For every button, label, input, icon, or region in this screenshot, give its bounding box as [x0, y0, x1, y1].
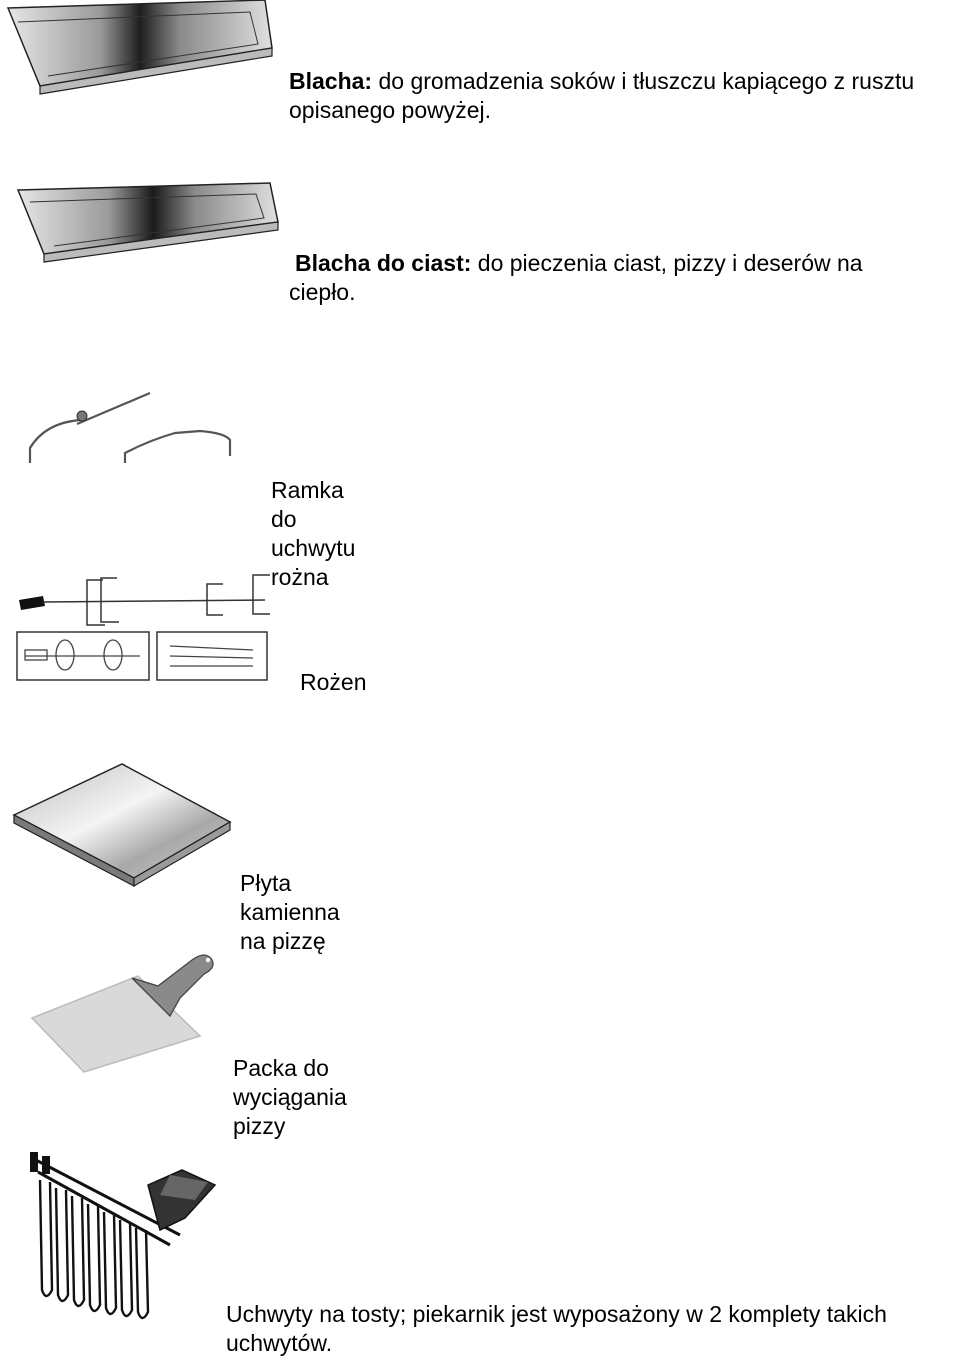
pizza-stone-text [240, 869, 340, 956]
toast-holders-illustration [20, 1140, 220, 1325]
drip-tray-text [289, 67, 954, 125]
pizza-stone-illustration [10, 760, 235, 890]
rotisserie-spit-illustration [15, 570, 275, 685]
pizza-stone-description: Płyta kamienna na pizzę [240, 870, 340, 954]
rotisserie-spit-description: Rożen [300, 669, 367, 695]
toast-holders-description: Uchwyty na tosty; piekarnik jest wyposażony w 2 komplety takich uchwytów. [226, 1301, 887, 1356]
drip-tray-illustration [0, 0, 285, 100]
baking-tray-text [289, 249, 929, 307]
rotisserie-spit-text [300, 668, 366, 697]
toast-holders-text [226, 1300, 951, 1358]
pizza-peel-description: Packa do wyciągania pizzy [233, 1055, 347, 1139]
pizza-peel-text [233, 1054, 347, 1141]
baking-tray-illustration [8, 178, 288, 273]
pizza-peel-illustration [20, 948, 220, 1078]
drip-tray-description: do gromadzenia soków i tłuszczu kapiącego z rusztu opisanego powyżej. [289, 68, 915, 123]
baking-tray-description: do pieczenia ciast, pizzy i deserów na ciepło. [289, 250, 863, 305]
rotisserie-frame-description: Ramka do uchwytu rożna [271, 477, 356, 590]
rotisserie-frame-text [271, 476, 355, 592]
drip-tray-title: Blacha: [289, 68, 373, 94]
rotisserie-frame-illustration [25, 388, 245, 468]
baking-tray-title: Blacha do ciast: [295, 250, 472, 276]
